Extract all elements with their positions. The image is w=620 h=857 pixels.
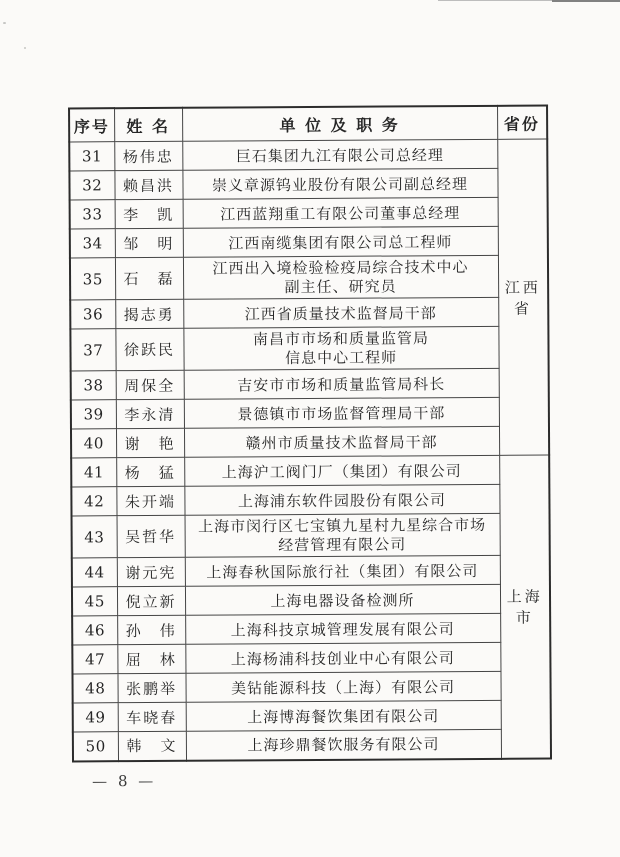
person-name: 杨 猛 — [116, 457, 184, 486]
table-row — [72, 584, 550, 616]
person-name: 倪立新 — [117, 586, 185, 615]
table-header-row — [69, 106, 547, 142]
province-cell-shanghai: 上海市 — [499, 455, 551, 758]
unit-line: 南昌市市场和质量监管局 — [252, 328, 429, 348]
unit-line: 信息中心工程师 — [284, 347, 398, 367]
table-row — [73, 729, 551, 761]
row-number: 45 — [72, 587, 117, 616]
person-name: 杨伟忠 — [114, 141, 182, 170]
table-row — [73, 700, 551, 732]
unit-position: 景德镇市市场监督管理局干部 — [184, 397, 499, 428]
unit-position: 吉安市市场和质量监管局科长 — [184, 368, 499, 399]
unit-position: 上海浦东软件园股份有限公司 — [184, 484, 499, 515]
table-row — [72, 555, 550, 587]
row-number: 34 — [70, 229, 115, 258]
unit-position — [183, 255, 498, 299]
unit-position: 江西蓝翔重工有限公司董事总经理 — [183, 197, 498, 228]
row-number: 43 — [72, 516, 117, 558]
row-number: 38 — [71, 371, 116, 400]
person-name: 吴哲华 — [117, 515, 185, 557]
row-number: 36 — [70, 300, 115, 329]
unit-position: 上海科技京城管理发展有限公司 — [185, 613, 500, 644]
person-name: 赖昌洪 — [114, 170, 182, 199]
person-name: 朱开端 — [116, 486, 184, 515]
person-name: 韩 文 — [118, 731, 186, 760]
person-name: 谢 艳 — [116, 428, 184, 457]
header-unit: 单 位 及 职 务 — [182, 106, 497, 141]
table-row — [71, 484, 549, 516]
row-number: 50 — [73, 732, 118, 761]
person-name: 徐跃民 — [115, 328, 183, 370]
row-number: 39 — [71, 400, 116, 429]
header-name: 姓 名 — [114, 108, 182, 142]
row-number: 48 — [72, 674, 117, 703]
unit-line: 经营管理有限公司 — [278, 534, 407, 554]
row-number: 40 — [71, 429, 116, 458]
unit-position: 上海博海餐饮集团有限公司 — [186, 700, 501, 731]
person-name: 周保全 — [116, 370, 184, 399]
table-row — [70, 197, 548, 229]
row-number: 37 — [70, 329, 115, 371]
table-row — [72, 613, 550, 645]
person-name: 揭志勇 — [115, 299, 183, 328]
row-number: 46 — [72, 616, 117, 645]
person-name: 李 凯 — [115, 199, 183, 228]
row-number: 32 — [69, 171, 114, 200]
person-name: 石 磊 — [115, 257, 183, 299]
row-number: 47 — [72, 645, 117, 674]
row-number: 31 — [69, 142, 114, 171]
unit-position: 上海春秋国际旅行社（集团）有限公司 — [185, 555, 500, 586]
unit-position: 江西南缆集团有限公司总工程师 — [183, 226, 498, 257]
roster-table — [68, 105, 552, 762]
row-number: 44 — [72, 558, 117, 587]
row-number: 33 — [70, 200, 115, 229]
table-row — [72, 642, 550, 674]
unit-position: 上海电器设备检测所 — [185, 584, 500, 615]
person-name: 车晓春 — [118, 702, 186, 731]
table-row — [71, 455, 549, 487]
unit-line: 上海市闵行区七宝镇九星村九星综合市场 — [198, 515, 487, 536]
unit-position: 上海珍鼎餐饮服务有限公司 — [186, 729, 501, 760]
unit-position — [183, 326, 498, 370]
person-name: 孙 伟 — [117, 615, 185, 644]
table-row — [72, 513, 550, 558]
table-row — [70, 297, 548, 329]
unit-position: 上海杨浦科技创业中心有限公司 — [185, 642, 500, 673]
person-name: 屈 林 — [117, 644, 185, 673]
table-row — [72, 671, 550, 703]
header-province: 省份 — [497, 106, 547, 140]
person-name: 邹 明 — [115, 228, 183, 257]
table-row — [70, 326, 548, 371]
person-name: 谢元宪 — [117, 557, 185, 586]
unit-line: 副主任、研究员 — [284, 276, 397, 296]
unit-position: 赣州市质量技术监督局干部 — [184, 426, 499, 457]
header-no: 序号 — [69, 108, 114, 142]
table-row — [71, 397, 549, 429]
unit-position: 美钻能源科技（上海）有限公司 — [185, 671, 500, 702]
table-row — [70, 255, 548, 300]
person-name: 李永清 — [116, 399, 184, 428]
row-number: 35 — [70, 258, 115, 300]
unit-position: 巨石集团九江有限公司总经理 — [182, 139, 497, 170]
unit-position: 江西省质量技术监督局干部 — [183, 297, 498, 328]
page-number: — 8 — — [92, 771, 157, 791]
table-row — [69, 139, 547, 171]
unit-position: 崇义章源钨业股份有限公司副总经理 — [182, 168, 497, 199]
table-row — [71, 368, 549, 400]
person-name: 张鹏举 — [117, 673, 185, 702]
table-row — [69, 168, 547, 200]
row-number: 41 — [71, 458, 116, 487]
row-number: 49 — [73, 703, 118, 732]
unit-position: 上海沪工阀门厂（集团）有限公司 — [184, 455, 499, 486]
row-number: 42 — [71, 487, 116, 516]
unit-position — [185, 513, 500, 557]
province-cell-jiangxi: 江西省 — [497, 139, 549, 455]
table-row — [70, 226, 548, 258]
table-row — [71, 426, 549, 458]
unit-line: 江西出入境检验检疫局综合技术中心 — [212, 257, 469, 278]
